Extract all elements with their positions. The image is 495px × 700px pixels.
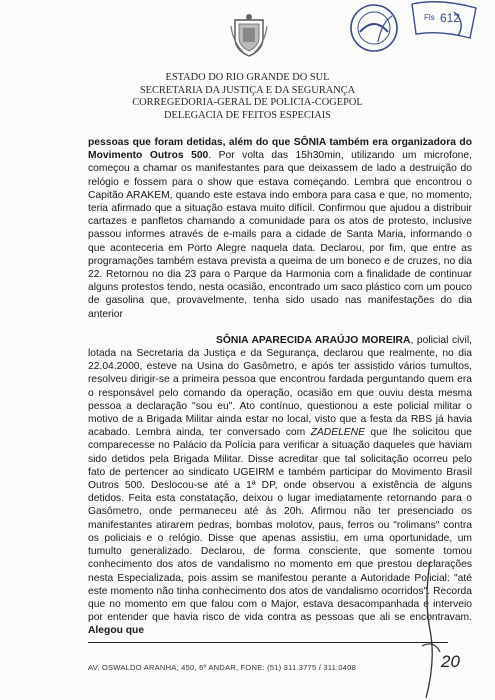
header-state: ESTADO DO RIO GRANDE DO SUL — [165, 72, 330, 83]
paragraph-1-bold: pessoas que foram detidas, além do que SÔNIA também era organizadora do Movimento Outros 500 — [88, 137, 472, 162]
paragraph-1 — [88, 136, 472, 321]
footer-address: AV. OSWALDO ARANHA, 450, 6º ANDAR, FONE: (51) 311.3775 / 311.0408 — [88, 663, 357, 672]
witness-name: SÔNIA APARECIDA ARAÚJO MOREIRA — [216, 334, 411, 346]
round-office-stamp-icon — [348, 2, 400, 54]
header-secretariat: SECRETARIA DA JUSTIÇA E DA SEGURANÇA — [139, 84, 356, 96]
paragraph-2-text-b: que lhe solicitou que comparecesse no Palácio da Polícia para verificar a situação daqueles que haviam sido detidos pela Brigada Militar. Disse acreditar que tal solicitação ocorreu pelo fato de pertencer ao sindicato UGEIRM e também participar do Movimento Brasil Outros 500. Deslocou-se até a 1ª DP, onde observou a existência de alguns detidos. Feita esta constatação, deixou o lugar imediatamente retornando para o Gasômetro, onde permaneceu até às 20h. Afirmou não ter presenciado os manifestantes atirarem pedras, bombas molotov, paus, ferros ou "rolimans" contra os policiais e o relógio. Disse que apenas assistiu, em uma oportunidade, um tumulto generalizado. Declarou, de forma consciente, que somente tomou conhecimento dos atos de vandalismo no momento em que prestou declarações nesta Especializada, pois assim se manifestou perante a Autoridade Policial: "até este momento não tinha conhecimento dos atos de vandalismo ocorridos". Recorda que no momento em que falou com o Major, estava desacompanhada e interveio por entender que havia risco de vida contra as pessoas que ali se encontravam. — [88, 427, 472, 624]
header-corregedoria: CORREGEDORIA-GERAL DE POLICIA-COGEPOL — [132, 97, 363, 109]
paragraph-2-bold-end: Alegou que — [88, 625, 145, 637]
state-coat-of-arms-icon — [229, 12, 269, 58]
stamp-number: 612 — [440, 11, 461, 25]
footer-divider — [88, 642, 448, 643]
paragraph-2-text-a: , policial civil, lotada na Secretaria da Justiça e da Segurança, declarou que realmente, no dia 22.04.2000, esteve na Usina do Gasômetro, e após ter assistido vários tumultos, resolveu dirigir-se a primeira pessoa que encontrou fardada perguntando quem era o responsável pelo comando da operação, ocasião em que ouviu desta mesma pessoa a declaração "sou eu". Ato contínuo, questionou a este policial militar o motivo de a Brigada Militar ainda estar no local, visto que a festa da RBS já havia acabado. Lembra ainda, ter conversado com — [88, 334, 472, 439]
paragraph-1-text: . Por volta das 15h30min, utilizando um microfone, começou a chamar os manifestantes para que deixassem de lado a destruição do relógio e fossem para o show que estava começando. Lembra que encontrou o Capitão ARAKEM, quando este estava indo embora para casa e que, no momento, teria afirmado que a situação estava muito difícil. Confirmou que ajudou a distribuir cartazes e panfletos chamando a comunidade para os atos de protesto, inclusive passou informes através de e-mails para a cidade de Santa Maria, informando o que aconteceria em Porto Alegre naquela data. Declarou, por fim, que entre as programações também estava prevista a queima de um boneco e de cruzes, no dia 22. Retornou no dia 23 para o Parque da Harmonia com a finalidade de continuar alguns protestos tendo, nesta ocasião, encontrado um saco plástico com um pouco de gasolina que, provavelmente, tenha sido usado nas manifestações do dia anterior — [88, 150, 472, 320]
mentioned-name: ZADELENE — [310, 427, 365, 439]
document-header — [0, 72, 495, 122]
handwritten-initial-mark — [400, 560, 460, 700]
header-delegacia: DELEGACIA DE FEITOS ESPECIAIS — [164, 109, 331, 121]
page-number: 20 — [441, 652, 460, 671]
stamp-prefix: Fls — [424, 13, 435, 22]
page-number-stamp — [410, 0, 480, 40]
